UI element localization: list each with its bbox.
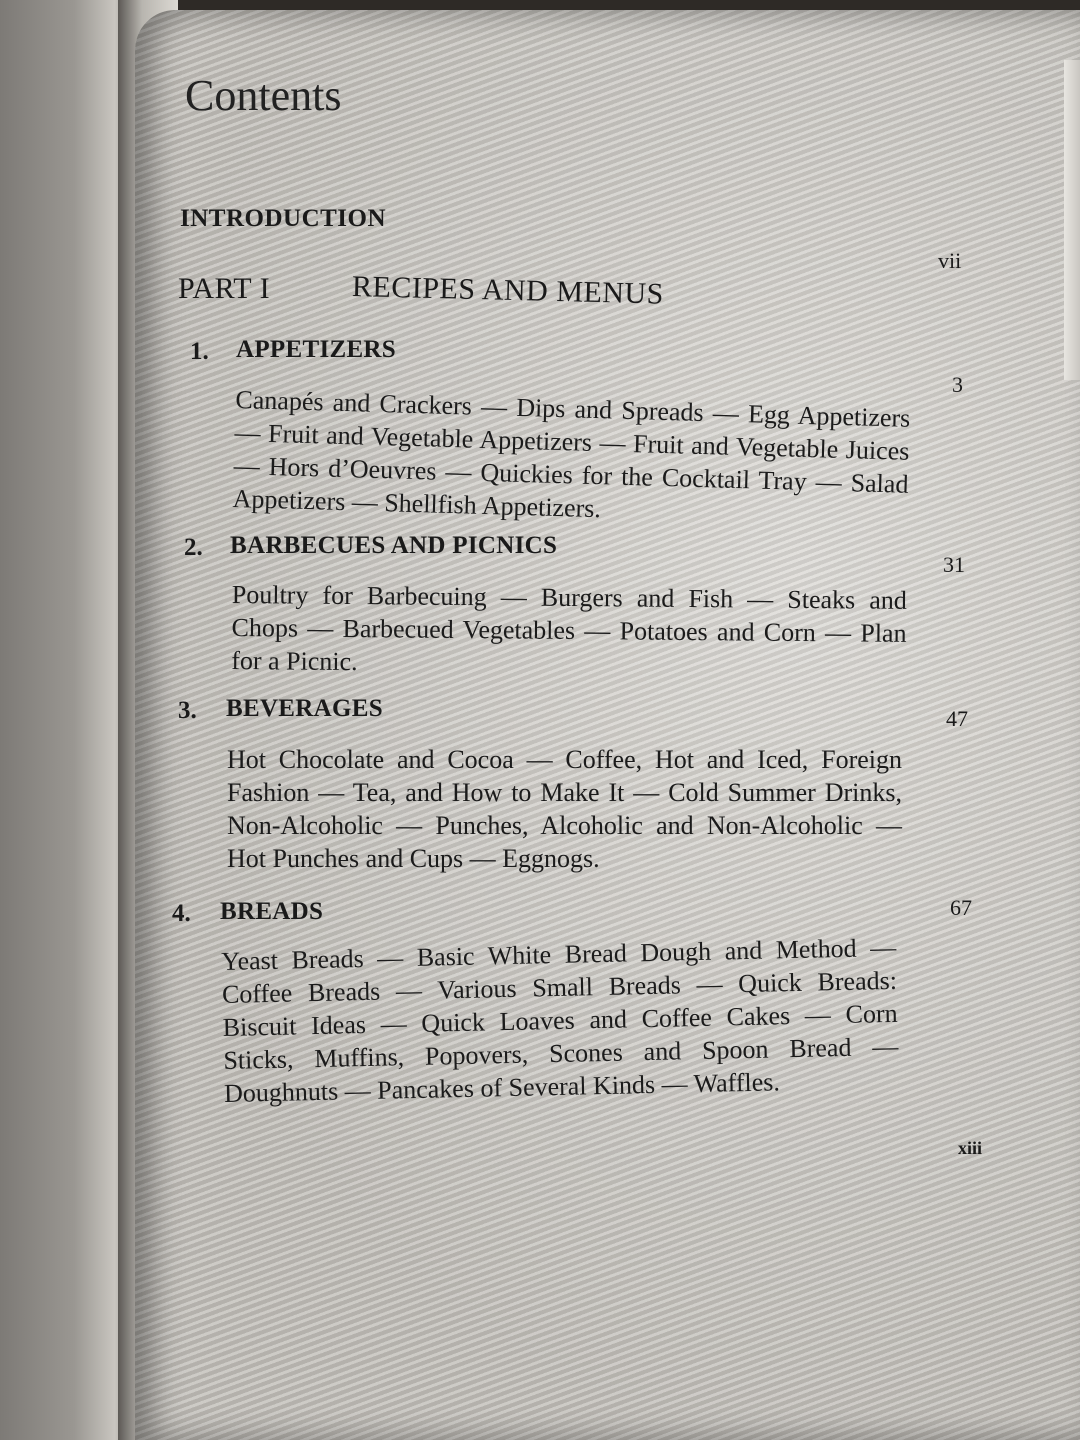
chapter-title: BARBECUES AND PICNICS [230,532,558,559]
page-edge-stack [1064,60,1080,380]
chapter-page-number: 67 [950,895,972,920]
chapter-page-number: 31 [943,552,965,577]
chapter-page-number: 47 [946,706,968,731]
chapter-description: Canapés and Crackers — Dips and Spreads — Egg Appetizers — Fruit and Vegetable Appetizers — Fruit and Vegetable Juices — Hors d’Oeuvres — Quickies for the Cocktail Tray — Salad Appetizers — Shellfish Appetizers. [232,384,911,524]
introduction-label: INTRODUCTION [180,205,387,232]
chapter-description: Hot Chocolate and Cocoa — Coffee, Hot and Iced, Foreign Fashion — Tea, and How to Make It — Cold Summer Drinks, Non-Alcoholic — Punches, Alcoholic and Non-Alcoholic — Hot Punches and Cups — Eggnogs. [227,745,902,873]
page-title: Contents [185,71,342,120]
chapter-number: 1. [190,338,209,365]
chapter-page-number: 3 [952,372,963,397]
chapter-title: BREADS [220,898,324,925]
left-page-edge [0,0,135,1440]
chapter-description: Yeast Breads — Basic White Bread Dough and Method — Coffee Breads — Various Small Breads — Quick Breads: Biscuit Ideas — Quick Loaves and Coffee Cakes — Corn Sticks, Muffins, Popovers, Scones and Spoon Bread — Doughnuts — Pancakes of Several Kinds — Waffles. [221,932,899,1108]
introduction-page-number: vii [938,248,962,273]
chapter-number: 3. [178,697,197,724]
chapter-number: 4. [172,900,191,927]
chapter-title: BEVERAGES [226,695,383,722]
chapter-number: 2. [184,534,203,561]
chapter-title: APPETIZERS [236,336,396,363]
folio-page-number: xiii [958,1138,983,1158]
part-title: RECIPES AND MENUS [351,270,665,311]
part-label: PART I [178,272,271,305]
chapter-description: Poultry for Barbecuing — Burgers and Fish — Steaks and Chops — Barbecued Vegetables — Potatoes and Corn — Plan for a Picnic. [231,579,907,677]
